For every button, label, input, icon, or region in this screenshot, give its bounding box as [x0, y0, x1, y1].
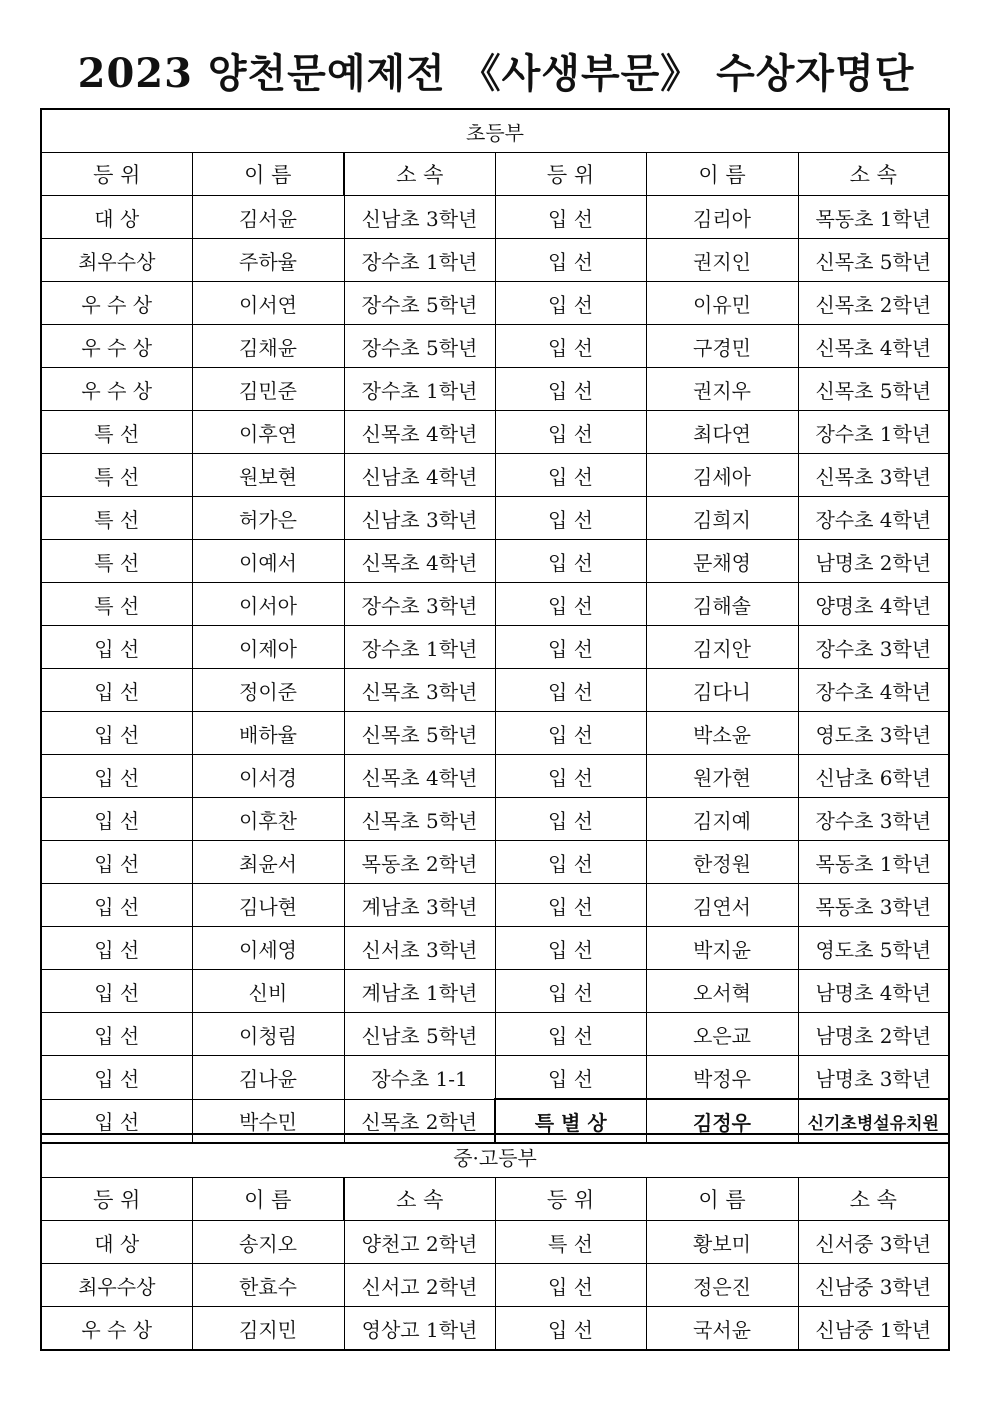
school-grade: 신남초 3학년: [344, 497, 495, 540]
table-row: [41, 1221, 949, 1264]
winner-name: 신비: [192, 970, 344, 1013]
winner-name: 김지예: [646, 798, 798, 841]
page-title: 2023 양천문예제전 《사생부문》 수상자명단: [77, 50, 915, 97]
award-grade: 입 선: [495, 1013, 646, 1056]
winner-name: 송지오: [192, 1221, 344, 1264]
school-grade: 신목초 5학년: [344, 798, 495, 841]
table-row: [41, 497, 949, 540]
header-row: [41, 1178, 949, 1221]
school-grade: 장수초 1학년: [798, 411, 949, 454]
award-grade: 최우수상: [41, 1264, 192, 1307]
winner-name: 김세아: [646, 454, 798, 497]
school-grade: 신남중 1학년: [798, 1307, 949, 1351]
winner-name: 주하율: [192, 239, 344, 282]
award-grade: 특 선: [41, 497, 192, 540]
header-row: [41, 153, 949, 196]
school-grade: 신목초 2학년: [798, 282, 949, 325]
school-grade: 영도초 3학년: [798, 712, 949, 755]
winner-name: 김연서: [646, 884, 798, 927]
school-grade: 신목초 4학년: [344, 411, 495, 454]
table-row: [41, 669, 949, 712]
award-grade: 입 선: [495, 1307, 646, 1351]
award-grade: 입 선: [495, 755, 646, 798]
table-row: [41, 325, 949, 368]
school-grade: 신목초 3학년: [344, 669, 495, 712]
school-grade: 신목초 5학년: [344, 712, 495, 755]
winner-name: 김정우: [646, 1099, 798, 1143]
school-grade: 장수초 1-1: [344, 1056, 495, 1100]
winner-name: 김나현: [192, 884, 344, 927]
award-grade: 입 선: [495, 1264, 646, 1307]
winner-name: 김리아: [646, 196, 798, 239]
school-grade: 장수초 3학년: [344, 583, 495, 626]
header-school: 소 속: [798, 1178, 949, 1221]
award-grade: 입 선: [41, 927, 192, 970]
winner-name: 구경민: [646, 325, 798, 368]
winner-name: 정은진: [646, 1264, 798, 1307]
school-grade: 신목초 5학년: [798, 239, 949, 282]
winner-name: 오서혁: [646, 970, 798, 1013]
winner-name: 허가은: [192, 497, 344, 540]
winner-name: 배하율: [192, 712, 344, 755]
award-grade: 특 선: [495, 1221, 646, 1264]
school-grade: 목동초 2학년: [344, 841, 495, 884]
school-grade: 신목초 4학년: [344, 540, 495, 583]
school-grade: 신남초 4학년: [344, 454, 495, 497]
section-title-elementary: 초등부: [41, 109, 949, 153]
award-grade: 입 선: [495, 712, 646, 755]
winner-name: 박지윤: [646, 927, 798, 970]
winner-name: 권지인: [646, 239, 798, 282]
table-row: [41, 1307, 949, 1351]
header-grade: 등 위: [495, 1178, 646, 1221]
school-grade: 장수초 1학년: [344, 368, 495, 411]
school-grade: 장수초 5학년: [344, 282, 495, 325]
table-row: [41, 1013, 949, 1056]
award-grade: 우 수 상: [41, 282, 192, 325]
winner-name: 김채윤: [192, 325, 344, 368]
award-grade: 입 선: [41, 798, 192, 841]
table-row: [41, 755, 949, 798]
school-grade: 신남초 6학년: [798, 755, 949, 798]
winner-name: 박수민: [192, 1099, 344, 1143]
table-row: [41, 841, 949, 884]
table-row: [41, 454, 949, 497]
award-grade: 입 선: [495, 927, 646, 970]
table-row: [41, 884, 949, 927]
table-row: [41, 239, 949, 282]
winner-name: 국서윤: [646, 1307, 798, 1351]
school-grade: 계남초 3학년: [344, 884, 495, 927]
school-grade: 영도초 5학년: [798, 927, 949, 970]
school-grade: 신목초 3학년: [798, 454, 949, 497]
winner-name: 이유민: [646, 282, 798, 325]
winner-name: 이세영: [192, 927, 344, 970]
winner-name: 이후찬: [192, 798, 344, 841]
winner-name: 이제아: [192, 626, 344, 669]
header-name: 이 름: [646, 1178, 798, 1221]
school-grade: 신서중 3학년: [798, 1221, 949, 1264]
school-grade: 양명초 4학년: [798, 583, 949, 626]
school-grade: 남명초 2학년: [798, 1013, 949, 1056]
header-school: 소 속: [798, 153, 949, 196]
school-grade: 계남초 1학년: [344, 970, 495, 1013]
award-grade: 입 선: [41, 626, 192, 669]
award-grade: 입 선: [495, 497, 646, 540]
award-grade: 입 선: [495, 841, 646, 884]
section-title-secondary: 중·고등부: [41, 1134, 949, 1178]
header-name: 이 름: [192, 153, 344, 196]
school-grade: 신목초 4학년: [344, 755, 495, 798]
school-grade: 장수초 3학년: [798, 798, 949, 841]
award-grade: 입 선: [495, 669, 646, 712]
winner-name: 이서아: [192, 583, 344, 626]
award-grade: 특 선: [41, 411, 192, 454]
winner-name: 김민준: [192, 368, 344, 411]
winner-name: 최다연: [646, 411, 798, 454]
table-row: [41, 411, 949, 454]
award-grade: 입 선: [41, 884, 192, 927]
table-row: [41, 798, 949, 841]
award-grade: 입 선: [495, 368, 646, 411]
award-grade: 입 선: [495, 1056, 646, 1100]
winner-name: 문채영: [646, 540, 798, 583]
table-row: [41, 282, 949, 325]
winner-name: 권지우: [646, 368, 798, 411]
winner-name: 한정원: [646, 841, 798, 884]
table-row: [41, 927, 949, 970]
school-grade: 신목초 4학년: [798, 325, 949, 368]
award-grade: 입 선: [41, 841, 192, 884]
winner-name: 황보미: [646, 1221, 798, 1264]
header-grade: 등 위: [41, 1178, 192, 1221]
winner-name: 이청림: [192, 1013, 344, 1056]
winner-name: 김희지: [646, 497, 798, 540]
header-name: 이 름: [646, 153, 798, 196]
award-grade: 입 선: [495, 884, 646, 927]
award-grade: 입 선: [41, 970, 192, 1013]
award-grade: 최우수상: [41, 239, 192, 282]
table-row: [41, 583, 949, 626]
award-grade: 대 상: [41, 196, 192, 239]
table-row: [41, 196, 949, 239]
header-school: 소 속: [344, 1178, 495, 1221]
award-grade: 특 선: [41, 583, 192, 626]
school-grade: 신남초 5학년: [344, 1013, 495, 1056]
table-row: [41, 368, 949, 411]
award-grade: 입 선: [41, 669, 192, 712]
header-name: 이 름: [192, 1178, 344, 1221]
school-grade: 남명초 3학년: [798, 1056, 949, 1100]
table-row: [41, 1264, 949, 1307]
school-grade: 영상고 1학년: [344, 1307, 495, 1351]
table-row: [41, 1056, 949, 1100]
school-grade: 장수초 3학년: [798, 626, 949, 669]
award-grade: 입 선: [495, 325, 646, 368]
school-grade: 남명초 4학년: [798, 970, 949, 1013]
school-grade: 신목초 2학년: [344, 1099, 495, 1143]
winner-name: 이서경: [192, 755, 344, 798]
award-grade: 입 선: [41, 1013, 192, 1056]
award-grade: 입 선: [41, 755, 192, 798]
award-grade: 특 선: [41, 540, 192, 583]
school-grade: 목동초 1학년: [798, 841, 949, 884]
award-grade: 우 수 상: [41, 368, 192, 411]
elementary-table: [40, 108, 950, 1144]
winner-name: 김서윤: [192, 196, 344, 239]
award-grade: 입 선: [495, 583, 646, 626]
school-grade: 장수초 5학년: [344, 325, 495, 368]
school-grade: 신기초병설유치원: [798, 1099, 949, 1143]
award-grade: 특 선: [41, 454, 192, 497]
award-grade: 입 선: [495, 798, 646, 841]
school-grade: 양천고 2학년: [344, 1221, 495, 1264]
winner-name: 김해솔: [646, 583, 798, 626]
header-school: 소 속: [344, 153, 495, 196]
winner-name: 이후연: [192, 411, 344, 454]
school-grade: 목동초 1학년: [798, 196, 949, 239]
award-grade: 우 수 상: [41, 325, 192, 368]
secondary-table: [40, 1133, 950, 1351]
winner-name: 원가현: [646, 755, 798, 798]
winner-name: 원보현: [192, 454, 344, 497]
award-grade: 입 선: [41, 1056, 192, 1100]
school-grade: 장수초 4학년: [798, 497, 949, 540]
school-grade: 남명초 2학년: [798, 540, 949, 583]
school-grade: 장수초 4학년: [798, 669, 949, 712]
table-row: [41, 540, 949, 583]
school-grade: 장수초 1학년: [344, 239, 495, 282]
award-grade: 대 상: [41, 1221, 192, 1264]
award-grade: 입 선: [495, 282, 646, 325]
award-grade: 입 선: [495, 626, 646, 669]
winner-name: 오은교: [646, 1013, 798, 1056]
school-grade: 신서초 3학년: [344, 927, 495, 970]
award-grade: 입 선: [41, 1099, 192, 1143]
winner-name: 최윤서: [192, 841, 344, 884]
school-grade: 신서고 2학년: [344, 1264, 495, 1307]
winner-name: 한효수: [192, 1264, 344, 1307]
school-grade: 장수초 1학년: [344, 626, 495, 669]
school-grade: 신남초 3학년: [344, 196, 495, 239]
award-grade: 입 선: [495, 411, 646, 454]
winner-name: 정이준: [192, 669, 344, 712]
award-grade: 입 선: [495, 196, 646, 239]
winner-name: 이서연: [192, 282, 344, 325]
winner-name: 박소윤: [646, 712, 798, 755]
winner-name: 박정우: [646, 1056, 798, 1100]
school-grade: 신남중 3학년: [798, 1264, 949, 1307]
award-grade: 입 선: [41, 712, 192, 755]
table-row: [41, 970, 949, 1013]
winner-name: 이예서: [192, 540, 344, 583]
winner-name: 김지안: [646, 626, 798, 669]
award-grade: 우 수 상: [41, 1307, 192, 1351]
winner-name: 김지민: [192, 1307, 344, 1351]
winner-name: 김다니: [646, 669, 798, 712]
winner-name: 김나윤: [192, 1056, 344, 1100]
award-grade: 입 선: [495, 239, 646, 282]
school-grade: 신목초 5학년: [798, 368, 949, 411]
award-grade: 입 선: [495, 540, 646, 583]
award-grade: 입 선: [495, 970, 646, 1013]
school-grade: 목동초 3학년: [798, 884, 949, 927]
award-grade: 입 선: [495, 454, 646, 497]
table-row: [41, 712, 949, 755]
table-row: [41, 626, 949, 669]
header-grade: 등 위: [495, 153, 646, 196]
award-grade: 특 별 상: [495, 1099, 646, 1143]
header-grade: 등 위: [41, 153, 192, 196]
